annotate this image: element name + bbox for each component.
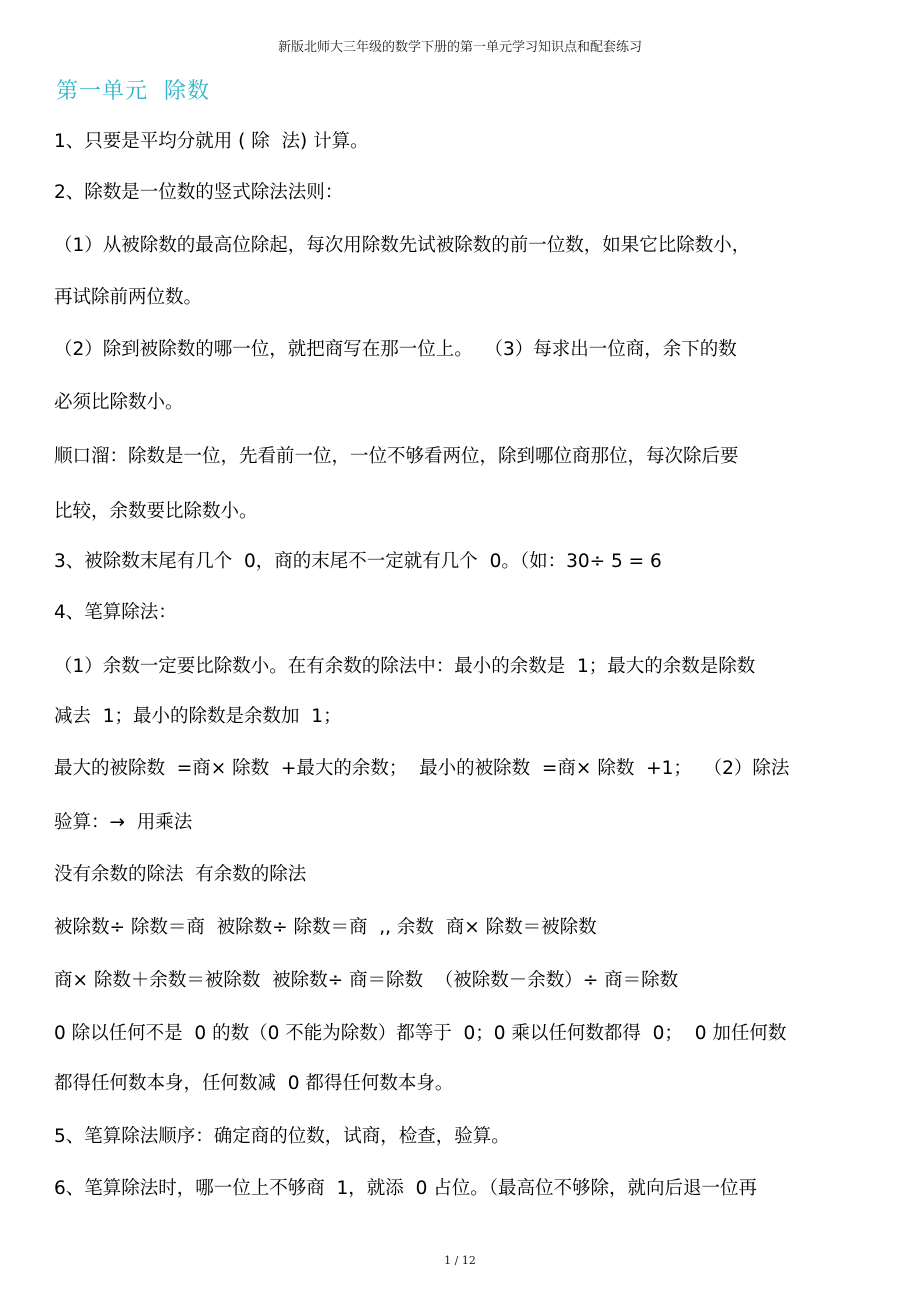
text-line: 再试除前两位数。 [54,287,203,308]
text-line: （1）从被除数的最高位除起，每次用除数先试被除数的前一位数，如果它比除数小， [54,235,751,256]
text-line: 验算：→ 用乘法 [54,812,193,833]
text-line: 最大的被除数 =商× 除数 +最大的余数； 最小的被除数 =商× 除数 +1； （2）除法 [54,758,790,779]
text-line: 6、笔算除法时，哪一位上不够商 1，就添 0 占位。（最高位不够除，就向后退一位再 [54,1178,757,1199]
text-line: 顺口溜：除数是一位，先看前一位，一位不够看两位，除到哪位商那位，每次除后要 [54,446,739,467]
text-line: （2）除到被除数的哪一位，就把商写在那一位上。 （3）每求出一位商，余下的数 [54,339,737,360]
text-line: （1）余数一定要比除数小。在有余数的除法中：最小的余数是 1；最大的余数是除数 [54,656,756,677]
text-line: 2、除数是一位数的竖式除法法则： [54,182,344,203]
text-line: 都得任何数本身，任何数减 0 都得任何数本身。 [54,1073,454,1094]
text-line: 1、只要是平均分就用 ( 除 法) 计算。 [54,131,369,152]
text-line: 商× 除数＋余数＝被除数 被除数÷ 商＝除数 （被除数－余数）÷ 商＝除数 [54,970,679,991]
text-line: 没有余数的除法 有余数的除法 [54,864,307,885]
page-number: 1 / 12 [444,1254,476,1267]
text-line: 比较，余数要比除数小。 [54,501,258,522]
section-title: 第一单元 除数 [56,79,210,104]
text-line: 4、笔算除法： [54,602,177,623]
text-line: 5、笔算除法顺序：确定商的位数，试商，检查，验算。 [54,1126,510,1147]
page-header: 新版北师大三年级的数学下册的第一单元学习知识点和配套练习 [277,40,642,55]
text-line: 被除数÷ 除数＝商 被除数÷ 除数＝商 ,, 余数 商× 除数＝被除数 [54,917,597,938]
text-line: 减去 1；最小的除数是余数加 1； [54,706,342,727]
text-line: 0 除以任何不是 0 的数（0 不能为除数）都等于 0；0 乘以任何数都得 0； 0 加任何数 [54,1023,787,1044]
text-line: 必须比除数小。 [54,392,184,413]
text-line: 3、被除数末尾有几个 0，商的末尾不一定就有几个 0。（如：30÷ 5 = 6 [54,551,662,572]
